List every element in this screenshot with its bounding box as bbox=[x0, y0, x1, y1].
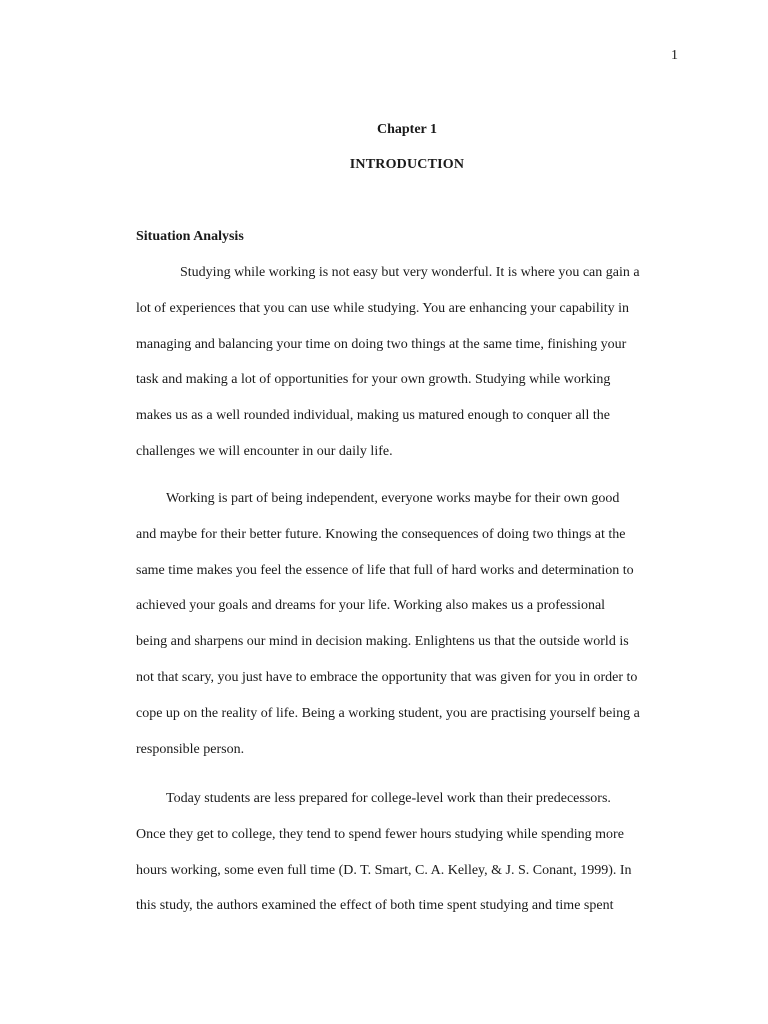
paragraph-line: not that scary, you just have to embrace the opportunity that was given for you in order to bbox=[136, 669, 638, 685]
paragraph-line: Once they get to college, they tend to spend fewer hours studying while spending more bbox=[136, 826, 624, 842]
chapter-title: INTRODUCTION bbox=[349, 157, 465, 172]
paragraph-line: task and making a lot of opportunities for your own growth. Studying while working bbox=[136, 372, 611, 388]
paragraph-line: Studying while working is not easy but very wonderful. It is where you can gain a bbox=[180, 265, 640, 280]
paragraph-line: same time makes you feel the essence of life that full of hard works and determination to bbox=[136, 562, 634, 578]
paragraph-2 bbox=[136, 481, 682, 767]
paragraph-line: lot of experiences that you can use while studying. You are enhancing your capability in bbox=[136, 300, 629, 316]
paragraph-line: being and sharpens our mind in decision making. Enlightens us that the outside world is bbox=[136, 634, 629, 650]
paragraph-line: challenges we will encounter in our daily life. bbox=[136, 443, 393, 459]
paragraph-1 bbox=[136, 255, 682, 470]
paragraph-line: Working is part of being independent, everyone works maybe for their own good bbox=[166, 491, 620, 506]
paragraph-line: managing and balancing your time on doing two things at the same time, finishing your bbox=[136, 336, 627, 352]
paragraph-line: makes us as a well rounded individual, making us matured enough to conquer all the bbox=[136, 408, 610, 424]
paragraph-line: hours working, some even full time (D. T. Smart, C. A. Kelley, & J. S. Conant, 1999). In bbox=[136, 862, 632, 878]
paragraph-line: and maybe for their better future. Knowing the consequences of doing two things at the bbox=[136, 526, 626, 542]
paragraph-3 bbox=[136, 781, 682, 924]
paragraph-line: achieved your goals and dreams for your life. Working also makes us a professional bbox=[136, 598, 606, 614]
paragraph-line: Today students are less prepared for college-level work than their predecessors. bbox=[166, 791, 611, 806]
page-number: 1 bbox=[671, 48, 678, 63]
paragraph-line: this study, the authors examined the effect of both time spent studying and time spent bbox=[136, 898, 614, 914]
section-heading: Situation Analysis bbox=[136, 229, 244, 244]
chapter-heading: Chapter 1 bbox=[376, 122, 438, 137]
paragraph-line: responsible person. bbox=[136, 741, 245, 757]
paragraph-line: cope up on the reality of life. Being a working student, you are practising yourself being a bbox=[136, 705, 640, 721]
